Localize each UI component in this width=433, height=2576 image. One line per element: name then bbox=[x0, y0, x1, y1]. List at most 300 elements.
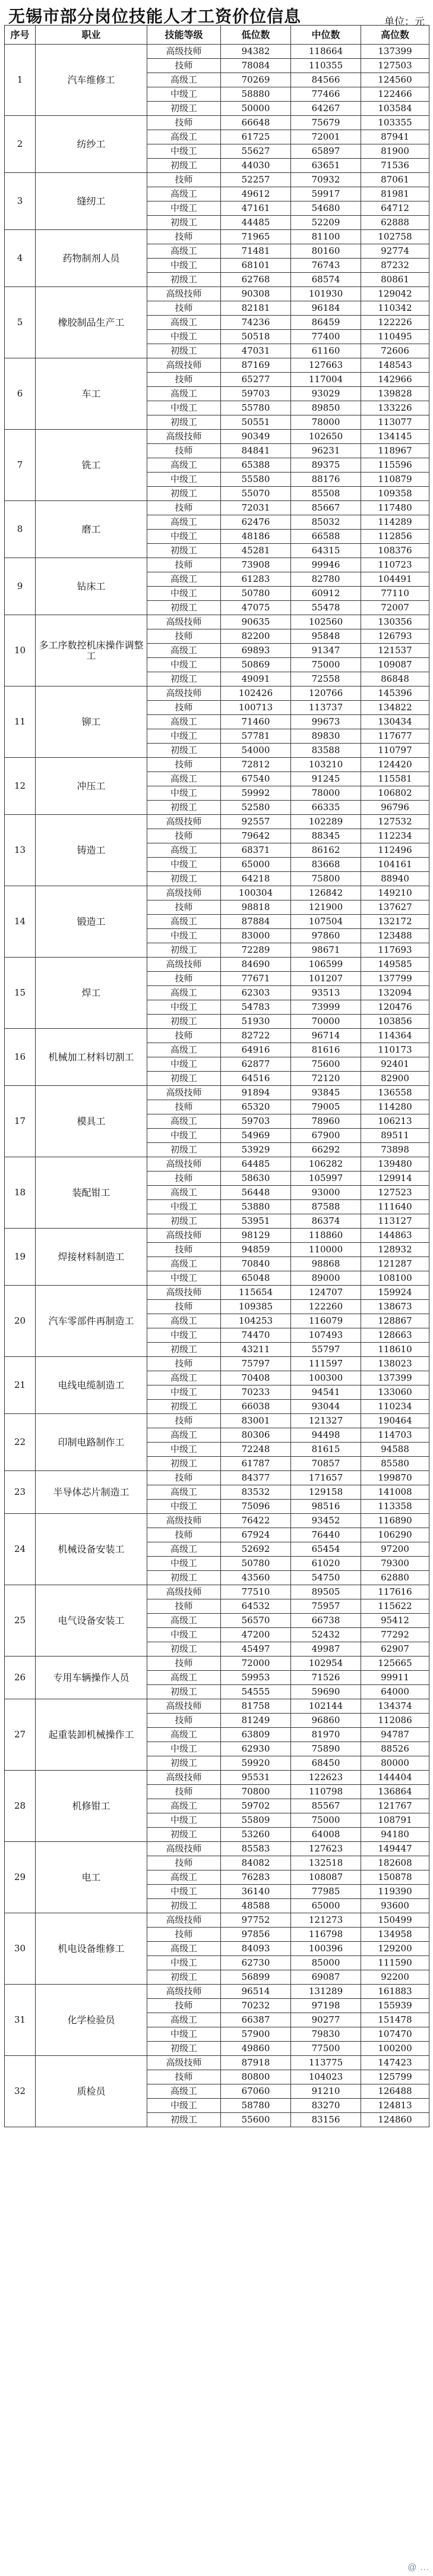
level-cell: 技师 bbox=[147, 373, 221, 387]
high-cell: 117693 bbox=[361, 943, 429, 958]
low-cell: 71481 bbox=[221, 244, 291, 259]
median-cell: 76743 bbox=[291, 259, 361, 273]
low-cell: 48186 bbox=[221, 530, 291, 544]
job-cell: 机械加工材料切割工 bbox=[36, 1029, 147, 1086]
median-cell: 59917 bbox=[291, 187, 361, 201]
table-row bbox=[5, 173, 429, 187]
high-cell: 139828 bbox=[361, 387, 429, 401]
level-cell: 技师 bbox=[147, 230, 221, 244]
median-cell: 117004 bbox=[291, 373, 361, 387]
level-cell: 技师 bbox=[147, 758, 221, 772]
median-cell: 64008 bbox=[291, 1828, 361, 1842]
low-cell: 55600 bbox=[221, 2113, 291, 2127]
low-cell: 69893 bbox=[221, 644, 291, 658]
median-cell: 77466 bbox=[291, 87, 361, 102]
median-cell: 93044 bbox=[291, 1400, 361, 1414]
high-cell: 190464 bbox=[361, 1414, 429, 1428]
high-cell: 109087 bbox=[361, 658, 429, 672]
median-cell: 121900 bbox=[291, 900, 361, 915]
median-cell: 96860 bbox=[291, 1714, 361, 1728]
high-cell: 161883 bbox=[361, 1985, 429, 1999]
low-cell: 72248 bbox=[221, 1443, 291, 1457]
high-cell: 112856 bbox=[361, 530, 429, 544]
level-cell: 初级工 bbox=[147, 872, 221, 886]
job-cell: 机械设备安装工 bbox=[36, 1514, 147, 1585]
table-row bbox=[5, 1029, 429, 1043]
high-cell: 115596 bbox=[361, 458, 429, 473]
job-cell: 焊接材料制造工 bbox=[36, 1229, 147, 1286]
level-cell: 高级工 bbox=[147, 387, 221, 401]
low-cell: 62930 bbox=[221, 1742, 291, 1756]
high-cell: 134374 bbox=[361, 1699, 429, 1714]
high-cell: 155939 bbox=[361, 1999, 429, 2013]
high-cell: 127503 bbox=[361, 59, 429, 73]
high-cell: 130356 bbox=[361, 615, 429, 629]
high-cell: 136558 bbox=[361, 1086, 429, 1100]
high-cell: 111640 bbox=[361, 1200, 429, 1214]
median-cell: 122260 bbox=[291, 1300, 361, 1314]
high-cell: 133060 bbox=[361, 1385, 429, 1400]
median-cell: 79005 bbox=[291, 1100, 361, 1114]
table-row bbox=[5, 815, 429, 829]
level-cell: 初级工 bbox=[147, 2042, 221, 2056]
high-cell: 106802 bbox=[361, 786, 429, 801]
high-cell: 122466 bbox=[361, 87, 429, 102]
table-row bbox=[5, 1286, 429, 1300]
level-cell: 高级工 bbox=[147, 2013, 221, 2027]
high-cell: 148543 bbox=[361, 358, 429, 373]
high-cell: 124813 bbox=[361, 2099, 429, 2113]
low-cell: 70269 bbox=[221, 73, 291, 87]
table-row bbox=[5, 1585, 429, 1599]
seq-cell: 16 bbox=[5, 1029, 36, 1086]
seq-cell: 9 bbox=[5, 558, 36, 615]
level-cell: 初级工 bbox=[147, 744, 221, 758]
table-row bbox=[5, 287, 429, 301]
level-cell: 中级工 bbox=[147, 1057, 221, 1072]
level-cell: 初级工 bbox=[147, 1343, 221, 1357]
level-cell: 高级技师 bbox=[147, 686, 221, 701]
median-cell: 72120 bbox=[291, 1072, 361, 1086]
seq-cell: 2 bbox=[5, 116, 36, 173]
median-cell: 102289 bbox=[291, 815, 361, 829]
median-cell: 101930 bbox=[291, 287, 361, 301]
level-cell: 技师 bbox=[147, 701, 221, 715]
table-row bbox=[5, 1086, 429, 1100]
level-cell: 高级工 bbox=[147, 843, 221, 858]
level-cell: 高级技师 bbox=[147, 1913, 221, 1928]
median-cell: 65000 bbox=[291, 1899, 361, 1913]
low-cell: 81249 bbox=[221, 1714, 291, 1728]
level-cell: 初级工 bbox=[147, 2113, 221, 2127]
seq-cell: 15 bbox=[5, 958, 36, 1029]
low-cell: 61787 bbox=[221, 1457, 291, 1471]
high-cell: 149585 bbox=[361, 958, 429, 972]
table-row bbox=[5, 1471, 429, 1485]
seq-cell: 30 bbox=[5, 1913, 36, 1985]
level-cell: 技师 bbox=[147, 1100, 221, 1114]
median-cell: 81615 bbox=[291, 1443, 361, 1457]
job-cell: 半导体芯片制造工 bbox=[36, 1471, 147, 1514]
low-cell: 87884 bbox=[221, 915, 291, 929]
level-cell: 中级工 bbox=[147, 1500, 221, 1514]
level-cell: 高级工 bbox=[147, 2084, 221, 2099]
low-cell: 70840 bbox=[221, 1257, 291, 1271]
low-cell: 55780 bbox=[221, 401, 291, 415]
level-cell: 技师 bbox=[147, 1928, 221, 1942]
level-cell: 高级工 bbox=[147, 1485, 221, 1500]
low-cell: 79642 bbox=[221, 829, 291, 843]
low-cell: 70232 bbox=[221, 1999, 291, 2013]
level-cell: 中级工 bbox=[147, 473, 221, 487]
level-cell: 高级技师 bbox=[147, 287, 221, 301]
level-cell: 中级工 bbox=[147, 1813, 221, 1828]
high-cell: 114703 bbox=[361, 1428, 429, 1443]
seq-cell: 25 bbox=[5, 1585, 36, 1657]
level-cell: 高级工 bbox=[147, 1314, 221, 1328]
low-cell: 68371 bbox=[221, 843, 291, 858]
high-cell: 110173 bbox=[361, 1043, 429, 1057]
median-cell: 52432 bbox=[291, 1628, 361, 1642]
job-cell: 车工 bbox=[36, 358, 147, 430]
median-cell: 72558 bbox=[291, 672, 361, 686]
job-cell: 锻造工 bbox=[36, 886, 147, 958]
low-cell: 59703 bbox=[221, 1114, 291, 1129]
low-cell: 58630 bbox=[221, 1172, 291, 1186]
low-cell: 62476 bbox=[221, 515, 291, 530]
low-cell: 47161 bbox=[221, 201, 291, 216]
table-row bbox=[5, 1229, 429, 1243]
wage-table bbox=[4, 25, 429, 2127]
median-cell: 75957 bbox=[291, 1599, 361, 1614]
median-cell: 91210 bbox=[291, 2084, 361, 2099]
level-cell: 初级工 bbox=[147, 1899, 221, 1913]
level-cell: 技师 bbox=[147, 1999, 221, 2013]
level-cell: 高级技师 bbox=[147, 45, 221, 59]
high-cell: 120476 bbox=[361, 1000, 429, 1015]
median-cell: 65897 bbox=[291, 144, 361, 159]
median-cell: 78000 bbox=[291, 786, 361, 801]
high-cell: 114289 bbox=[361, 515, 429, 530]
median-cell: 102560 bbox=[291, 615, 361, 629]
high-cell: 104491 bbox=[361, 572, 429, 587]
median-cell: 65454 bbox=[291, 1542, 361, 1557]
median-cell: 75000 bbox=[291, 658, 361, 672]
median-cell: 99673 bbox=[291, 715, 361, 729]
high-cell: 127523 bbox=[361, 1186, 429, 1200]
high-cell: 115622 bbox=[361, 1599, 429, 1614]
high-cell: 86848 bbox=[361, 672, 429, 686]
low-cell: 87169 bbox=[221, 358, 291, 373]
median-cell: 96184 bbox=[291, 301, 361, 316]
high-cell: 144863 bbox=[361, 1229, 429, 1243]
high-cell: 137399 bbox=[361, 45, 429, 59]
table-row bbox=[5, 1985, 429, 1999]
median-cell: 97860 bbox=[291, 929, 361, 943]
low-cell: 84841 bbox=[221, 444, 291, 458]
low-cell: 64516 bbox=[221, 1072, 291, 1086]
low-cell: 47075 bbox=[221, 601, 291, 615]
median-cell: 101207 bbox=[291, 972, 361, 986]
low-cell: 57900 bbox=[221, 2027, 291, 2042]
median-cell: 69087 bbox=[291, 1970, 361, 1985]
median-cell: 75679 bbox=[291, 116, 361, 130]
median-cell: 94498 bbox=[291, 1428, 361, 1443]
median-cell: 75600 bbox=[291, 1057, 361, 1072]
seq-cell: 5 bbox=[5, 287, 36, 358]
job-cell: 药物制剂人员 bbox=[36, 230, 147, 287]
high-cell: 129914 bbox=[361, 1172, 429, 1186]
level-cell: 技师 bbox=[147, 629, 221, 644]
median-cell: 54680 bbox=[291, 201, 361, 216]
job-cell: 橡胶制品生产工 bbox=[36, 287, 147, 358]
level-cell: 中级工 bbox=[147, 1885, 221, 1899]
low-cell: 44485 bbox=[221, 216, 291, 230]
high-cell: 150878 bbox=[361, 1870, 429, 1885]
median-cell: 85508 bbox=[291, 487, 361, 501]
median-cell: 118664 bbox=[291, 45, 361, 59]
low-cell: 100713 bbox=[221, 701, 291, 715]
low-cell: 43560 bbox=[221, 1571, 291, 1585]
seq-cell: 20 bbox=[5, 1286, 36, 1357]
high-cell: 139480 bbox=[361, 1157, 429, 1172]
low-cell: 53260 bbox=[221, 1828, 291, 1842]
table-row bbox=[5, 45, 429, 59]
high-cell: 77110 bbox=[361, 587, 429, 601]
level-cell: 初级工 bbox=[147, 943, 221, 958]
high-cell: 92774 bbox=[361, 244, 429, 259]
high-cell: 72606 bbox=[361, 344, 429, 358]
median-cell: 106282 bbox=[291, 1157, 361, 1172]
high-cell: 110723 bbox=[361, 558, 429, 572]
low-cell: 64532 bbox=[221, 1599, 291, 1614]
high-cell: 94180 bbox=[361, 1828, 429, 1842]
low-cell: 97856 bbox=[221, 1928, 291, 1942]
low-cell: 84082 bbox=[221, 1856, 291, 1870]
table-row bbox=[5, 615, 429, 629]
level-cell: 技师 bbox=[147, 1172, 221, 1186]
low-cell: 76422 bbox=[221, 1514, 291, 1528]
high-cell: 134145 bbox=[361, 430, 429, 444]
table-header-row bbox=[5, 26, 429, 45]
level-cell: 初级工 bbox=[147, 1571, 221, 1585]
high-cell: 106290 bbox=[361, 1528, 429, 1542]
job-cell: 电气设备安装工 bbox=[36, 1585, 147, 1657]
level-cell: 高级工 bbox=[147, 1542, 221, 1557]
high-cell: 144404 bbox=[361, 1771, 429, 1785]
table-row bbox=[5, 2056, 429, 2070]
table-row bbox=[5, 230, 429, 244]
low-cell: 87918 bbox=[221, 2056, 291, 2070]
low-cell: 72812 bbox=[221, 758, 291, 772]
level-cell: 初级工 bbox=[147, 1828, 221, 1842]
level-cell: 中级工 bbox=[147, 858, 221, 872]
low-cell: 63809 bbox=[221, 1728, 291, 1742]
low-cell: 51930 bbox=[221, 1015, 291, 1029]
high-cell: 116890 bbox=[361, 1514, 429, 1528]
high-cell: 81900 bbox=[361, 144, 429, 159]
low-cell: 75797 bbox=[221, 1357, 291, 1371]
high-cell: 124420 bbox=[361, 758, 429, 772]
high-cell: 80861 bbox=[361, 273, 429, 287]
median-cell: 127623 bbox=[291, 1842, 361, 1856]
high-cell: 100200 bbox=[361, 2042, 429, 2056]
seq-cell: 6 bbox=[5, 358, 36, 430]
median-cell: 129158 bbox=[291, 1485, 361, 1500]
level-cell: 高级工 bbox=[147, 1799, 221, 1813]
median-cell: 120766 bbox=[291, 686, 361, 701]
median-cell: 70932 bbox=[291, 173, 361, 187]
level-cell: 技师 bbox=[147, 444, 221, 458]
level-cell: 技师 bbox=[147, 1243, 221, 1257]
high-cell: 136864 bbox=[361, 1785, 429, 1799]
table-row bbox=[5, 886, 429, 900]
low-cell: 70233 bbox=[221, 1385, 291, 1400]
median-cell: 118860 bbox=[291, 1229, 361, 1243]
high-cell: 123488 bbox=[361, 929, 429, 943]
median-cell: 97198 bbox=[291, 1999, 361, 2013]
table-row bbox=[5, 501, 429, 515]
high-cell: 119390 bbox=[361, 1885, 429, 1899]
high-cell: 182608 bbox=[361, 1856, 429, 1870]
low-cell: 77510 bbox=[221, 1585, 291, 1599]
level-cell: 中级工 bbox=[147, 1200, 221, 1214]
header-low: 低位数 bbox=[221, 26, 291, 45]
high-cell: 71536 bbox=[361, 159, 429, 173]
seq-cell: 22 bbox=[5, 1414, 36, 1471]
median-cell: 111597 bbox=[291, 1357, 361, 1371]
level-cell: 高级工 bbox=[147, 458, 221, 473]
high-cell: 94787 bbox=[361, 1728, 429, 1742]
median-cell: 81616 bbox=[291, 1043, 361, 1057]
level-cell: 高级工 bbox=[147, 73, 221, 87]
high-cell: 132094 bbox=[361, 986, 429, 1000]
median-cell: 93000 bbox=[291, 1186, 361, 1200]
table-row bbox=[5, 1414, 429, 1428]
median-cell: 110000 bbox=[291, 1243, 361, 1257]
low-cell: 65320 bbox=[221, 1100, 291, 1114]
median-cell: 95848 bbox=[291, 629, 361, 644]
median-cell: 82780 bbox=[291, 572, 361, 587]
high-cell: 113077 bbox=[361, 415, 429, 430]
median-cell: 106599 bbox=[291, 958, 361, 972]
median-cell: 68574 bbox=[291, 273, 361, 287]
median-cell: 64267 bbox=[291, 102, 361, 116]
low-cell: 90635 bbox=[221, 615, 291, 629]
high-cell: 72007 bbox=[361, 601, 429, 615]
header-high: 高位数 bbox=[361, 26, 429, 45]
low-cell: 92557 bbox=[221, 815, 291, 829]
median-cell: 79830 bbox=[291, 2027, 361, 2042]
job-cell: 多工序数控机床操作调整工 bbox=[36, 615, 147, 686]
level-cell: 高级技师 bbox=[147, 358, 221, 373]
high-cell: 62888 bbox=[361, 216, 429, 230]
median-cell: 89850 bbox=[291, 401, 361, 415]
low-cell: 84377 bbox=[221, 1471, 291, 1485]
high-cell: 112086 bbox=[361, 1714, 429, 1728]
high-cell: 110342 bbox=[361, 301, 429, 316]
table-row bbox=[5, 358, 429, 373]
seq-cell: 31 bbox=[5, 1985, 36, 2056]
high-cell: 108100 bbox=[361, 1271, 429, 1286]
low-cell: 83001 bbox=[221, 1414, 291, 1428]
high-cell: 87061 bbox=[361, 173, 429, 187]
level-cell: 高级技师 bbox=[147, 815, 221, 829]
level-cell: 技师 bbox=[147, 558, 221, 572]
level-cell: 高级技师 bbox=[147, 1514, 221, 1528]
level-cell: 高级工 bbox=[147, 515, 221, 530]
level-cell: 中级工 bbox=[147, 1129, 221, 1143]
job-cell: 汽车零部件再制造工 bbox=[36, 1286, 147, 1357]
level-cell: 高级工 bbox=[147, 772, 221, 786]
high-cell: 93600 bbox=[361, 1899, 429, 1913]
low-cell: 82200 bbox=[221, 629, 291, 644]
low-cell: 55070 bbox=[221, 487, 291, 501]
seq-cell: 1 bbox=[5, 45, 36, 116]
median-cell: 60912 bbox=[291, 587, 361, 601]
low-cell: 54969 bbox=[221, 1129, 291, 1143]
high-cell: 107470 bbox=[361, 2027, 429, 2042]
median-cell: 103210 bbox=[291, 758, 361, 772]
median-cell: 124707 bbox=[291, 1286, 361, 1300]
high-cell: 126793 bbox=[361, 629, 429, 644]
table-row bbox=[5, 430, 429, 444]
high-cell: 62880 bbox=[361, 1571, 429, 1585]
median-cell: 91245 bbox=[291, 772, 361, 786]
low-cell: 98129 bbox=[221, 1229, 291, 1243]
high-cell: 137627 bbox=[361, 900, 429, 915]
low-cell: 53929 bbox=[221, 1143, 291, 1157]
low-cell: 59920 bbox=[221, 1756, 291, 1771]
level-cell: 技师 bbox=[147, 1528, 221, 1542]
high-cell: 124560 bbox=[361, 73, 429, 87]
median-cell: 107493 bbox=[291, 1328, 361, 1343]
job-cell: 模具工 bbox=[36, 1086, 147, 1157]
level-cell: 高级工 bbox=[147, 915, 221, 929]
seq-cell: 10 bbox=[5, 615, 36, 686]
low-cell: 47200 bbox=[221, 1628, 291, 1642]
high-cell: 112496 bbox=[361, 843, 429, 858]
low-cell: 54783 bbox=[221, 1000, 291, 1015]
median-cell: 75800 bbox=[291, 872, 361, 886]
median-cell: 78960 bbox=[291, 1114, 361, 1129]
high-cell: 111590 bbox=[361, 1956, 429, 1970]
job-cell: 装配钳工 bbox=[36, 1157, 147, 1229]
job-cell: 缝纫工 bbox=[36, 173, 147, 230]
median-cell: 85032 bbox=[291, 515, 361, 530]
level-cell: 初级工 bbox=[147, 273, 221, 287]
seq-cell: 7 bbox=[5, 430, 36, 501]
low-cell: 61283 bbox=[221, 572, 291, 587]
median-cell: 66738 bbox=[291, 1614, 361, 1628]
median-cell: 110798 bbox=[291, 1785, 361, 1799]
level-cell: 高级技师 bbox=[147, 1842, 221, 1856]
high-cell: 103355 bbox=[361, 116, 429, 130]
high-cell: 132172 bbox=[361, 915, 429, 929]
high-cell: 77292 bbox=[361, 1628, 429, 1642]
median-cell: 83668 bbox=[291, 858, 361, 872]
level-cell: 中级工 bbox=[147, 1956, 221, 1970]
level-cell: 初级工 bbox=[147, 344, 221, 358]
high-cell: 117677 bbox=[361, 729, 429, 744]
low-cell: 104253 bbox=[221, 1314, 291, 1328]
median-cell: 113737 bbox=[291, 701, 361, 715]
level-cell: 高级技师 bbox=[147, 958, 221, 972]
median-cell: 113775 bbox=[291, 2056, 361, 2070]
low-cell: 48588 bbox=[221, 1899, 291, 1913]
table-row bbox=[5, 1842, 429, 1856]
median-cell: 98671 bbox=[291, 943, 361, 958]
